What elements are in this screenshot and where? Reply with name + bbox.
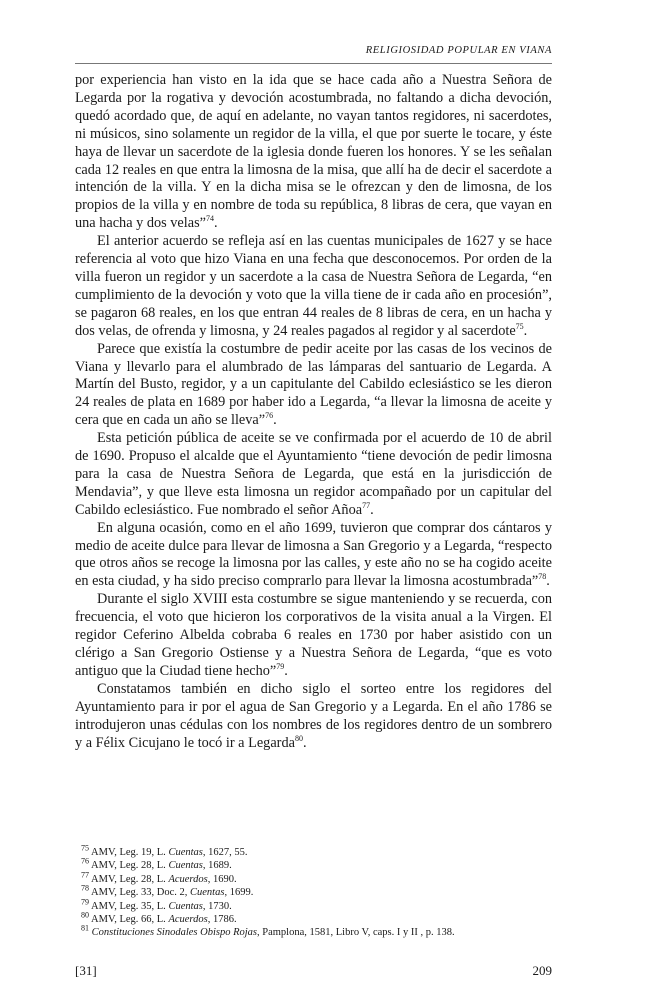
paragraph: Esta petición pública de aceite se ve confirmada por el acuerdo de 10 de abril de 1690. Propuso el alcalde que el Ayuntamiento “tiene devoción de pedir limosna para la casa de Nuestra Señora de Legarda, que está en la jurisdicción de Mendavia”, y que lleve esta limosna un regidor acompañado por un capitular del Cabildo eclesiástico. Fue nombrado el señor Añoa$^{77}$. xyxy=(75,430,552,518)
paragraph: por experiencia han visto en la ida que se hace cada año a Nuestra Señora de Legarda por la rogativa y devoción acostumbrada, no faltando a dicha devoción, quedó acordado que, de aquí en adelante, no vayan tantos regidores, ni sacerdotes, ni músicos, sino solamente un regidor de la villa, el que por suerte le tocare, y éste haya de llevar un sacerdote de la iglesia donde fueren los honores. Y se les señalan cada 12 reales en que entra la limosna de la misa, que allí ha de decir el sacerdote a intención de la villa. Y en la dicha misa se le ofrezcan y den de limosna, de los propios de la villa y en nombre de toda su república, 8 libras de cera, que vayan en una hacha y dos velas”$^{74}$. xyxy=(75,72,552,232)
footnote: $^{77}$ AMV, Leg. 28, L. Acuerdos, 1690. xyxy=(81,870,237,885)
paragraph: En alguna ocasión, como en el año 1699, tuvieron que comprar dos cántaros y medio de aceite dulce para llevar de limosna a San Gregorio y a Legarda, “respecto que otros años se recoge la limosna por las calles, y este año no se ha cogido aceite en esta ciudad, y ha sido preciso comprarlo para llevar la limosna acostumbrada”$^{78}$. xyxy=(75,519,552,590)
running-header: RELIGIOSIDAD POPULAR EN VIANA xyxy=(365,45,552,56)
footnote: $^{79}$ AMV, Leg. 35, L. Cuentas, 1730. xyxy=(81,897,232,912)
footnote: $^{80}$ AMV, Leg. 66, L. Acuerdos, 1786. xyxy=(81,910,237,926)
header-rule xyxy=(75,63,552,64)
body-text xyxy=(75,72,552,752)
paragraph: Durante el siglo XVIII esta costumbre se sigue manteniendo y se recuerda, con frecuencia, el voto que hicieron los corporativos de la visita anual a la Virgen. El regidor Ceferino Albelda cobraba 6 reales en 1730 por haber asistido con un clérigo a San Gregorio Ostiense y a Nuestra Señora de Legarda, “que es voto antiguo que la Ciudad tiene hecho”$^{79}$. xyxy=(75,591,552,679)
footnote: $^{76}$ AMV, Leg. 28, L. Cuentas, 1689. xyxy=(81,856,232,872)
footnote-ref[interactable]: 79 xyxy=(276,662,285,672)
footnote-ref[interactable]: 74 xyxy=(206,214,215,224)
footnote-ref[interactable]: 76 xyxy=(265,411,274,421)
footnote-ref[interactable]: 75 xyxy=(515,321,524,331)
footnote: $^{75}$ AMV, Leg. 19, L. Cuentas, 1627, 55. xyxy=(81,843,248,858)
footnote-ref[interactable]: 80 xyxy=(294,733,303,743)
page-section-number: [31] xyxy=(75,963,97,978)
paragraph: Constatamos también en dicho siglo el sorteo entre los regidores del Ayuntamiento para ir por el agua de San Gregorio y a Legarda. En el año 1786 se introdujeron unas cédulas con los nombres de los regidores dentro de un sombrero y a Félix Cicujano le tocó ir a Legarda$^{80}$. xyxy=(75,680,552,751)
footnote-ref[interactable]: 78 xyxy=(538,572,547,582)
page-number: 209 xyxy=(532,963,552,978)
paragraph: El anterior acuerdo se refleja así en las cuentas municipales de 1627 y se hace referencia al voto que hizo Viana en una fecha que desconocemos. Por orden de la villa fueron un regidor y un sacerdote a la casa de Nuestra Señora de Legarda, “en cumplimiento de la devoción y voto que la villa tiene de ir cada año en procesión”, se pagaron 68 reales, en los que entran 44 reales de 8 libras de cera, en un hacha y dos velas, de ofrenda y limosna, y 24 reales pagados al regidor y al sacerdote$^{75}$. xyxy=(75,233,552,339)
footnote-ref[interactable]: 77 xyxy=(362,500,371,510)
footnote: $^{81}$ Constituciones Sinodales Obispo Rojas, Pamplona, 1581, Libro V, caps. I y II , p. 138. xyxy=(81,923,455,939)
paragraph: Parece que existía la costumbre de pedir aceite por las casas de los vecinos de Viana y llevarlo para el alumbrado de las lámparas del santuario de Legarda. A Martín del Busto, regidor, y a un capitulante del Cabildo eclesiástico se les dieron 24 reales de plata en 1689 por haber ido a Legarda, “a llevar la limosna de aceite y cera que en cada un año se lleva”$^{76}$. xyxy=(75,340,552,429)
footnotes xyxy=(75,843,552,940)
footnote: $^{78}$ AMV, Leg. 33, Doc. 2, Cuentas, 1699. xyxy=(81,883,254,899)
